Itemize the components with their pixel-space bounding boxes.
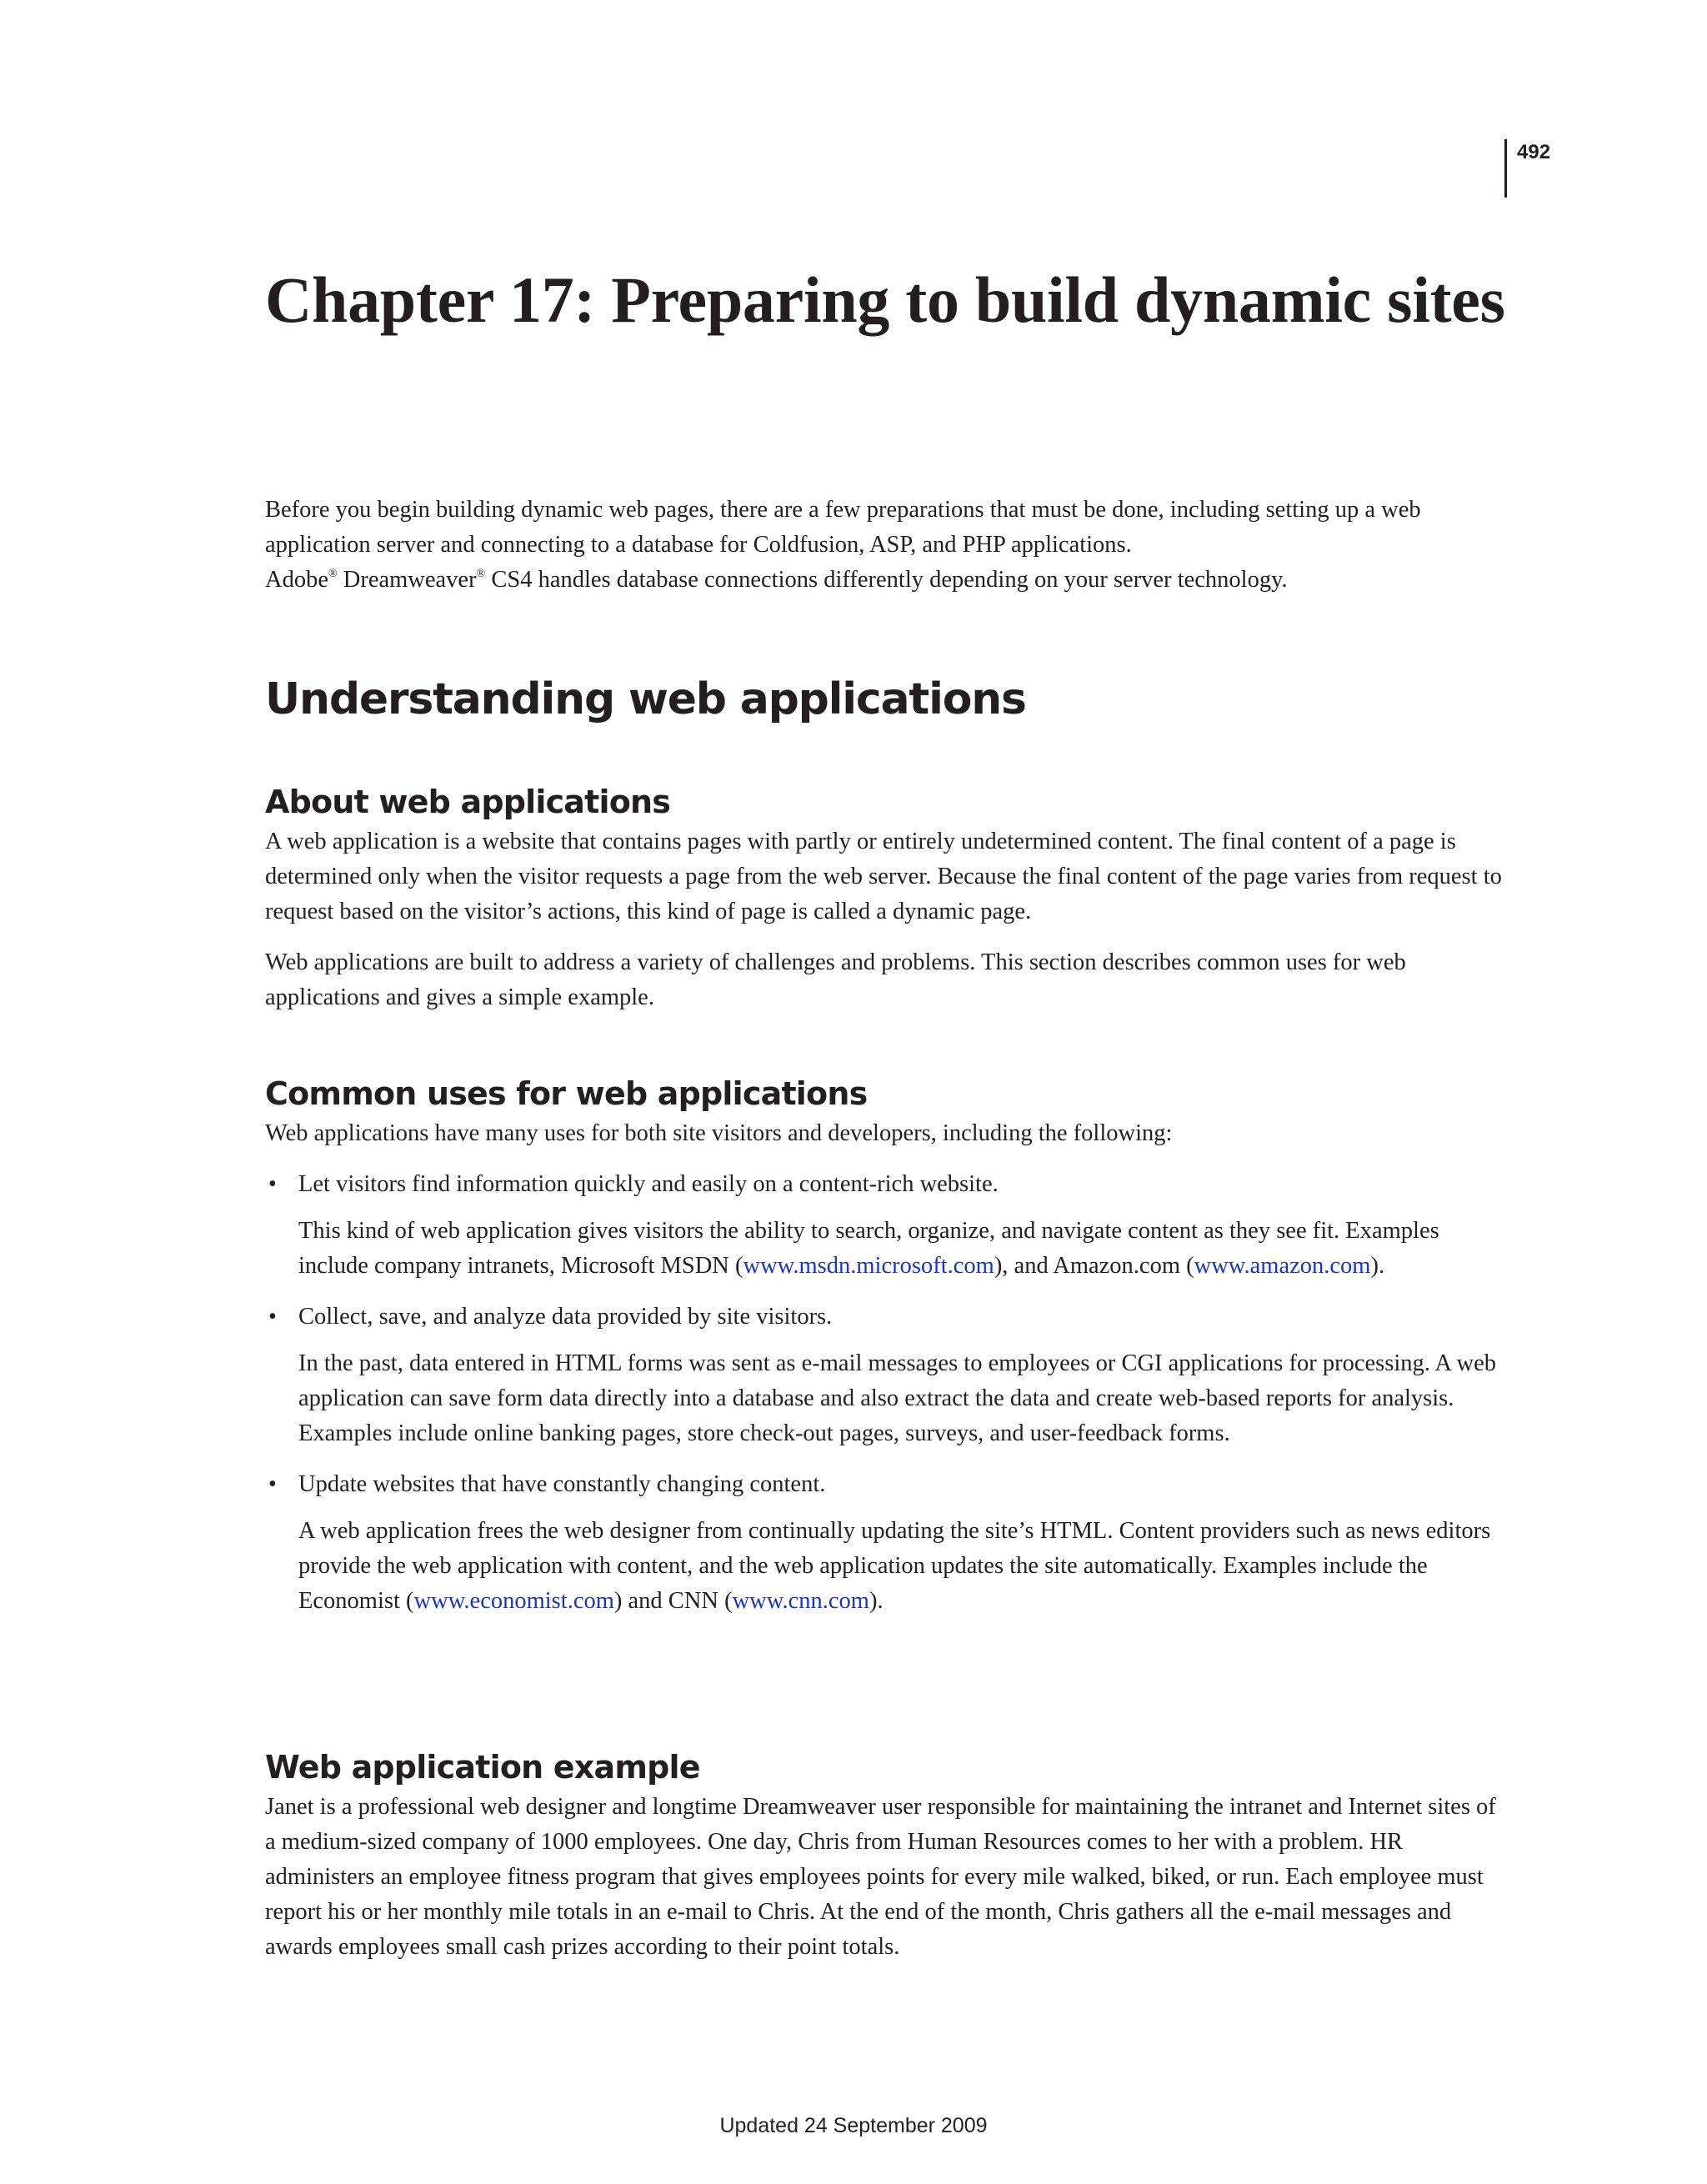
example-heading: Web application example: [265, 1749, 700, 1786]
registered-mark: ®: [476, 568, 486, 580]
list-item-body: In the past, data entered in HTML forms was sent as e-mail messages to employees or CGI applications for processing. A web application can save form data directly into a database and also extract the data and create web-based reports for analysis. Examples include online banking pages, store check-out pages, surveys, and user-feedback forms.: [298, 1350, 1497, 1446]
about-paragraph-1: A web application is a website that contains pages with partly or entirely undetermined content. The final content of a page is determined only when the visitor requests a page from the web server. Because the final content of the page varies from request to request based on the visitor’s actions, this kind of page is called a dynamic page.: [265, 829, 1502, 924]
list-item-text: ).: [869, 1588, 884, 1614]
list-item-text: This kind of web application gives visitors the ability to search, organize, and navigate content as they see fit. Examples include company intranets, Microsoft MSDN (: [298, 1218, 1439, 1279]
section-heading: Understanding web applications: [265, 674, 1026, 724]
intro-line-2: [265, 563, 1507, 598]
list-item-body: [298, 1214, 1507, 1284]
list-item-title: Let visitors find information quickly and easily on a content-rich website.: [298, 1171, 999, 1197]
list-item: [265, 1167, 1507, 1284]
list-item-body: [298, 1514, 1507, 1619]
intro-line-1: Before you begin building dynamic web pages, there are a few preparations that must be done, including setting up a web application server and connecting to a database for Coldfusion, ASP, and PHP applications.: [265, 497, 1421, 558]
cnn-link[interactable]: www.cnn.com: [732, 1588, 869, 1614]
list-item-text: ) and CNN (: [613, 1588, 733, 1614]
intro-paragraph: [265, 493, 1507, 598]
common-uses-heading: Common uses for web applications: [265, 1075, 868, 1112]
chapter-title: Chapter 17: Preparing to build dynamic sites: [265, 263, 1505, 336]
bullet-icon: •: [268, 1171, 277, 1197]
msdn-link[interactable]: www.msdn.microsoft.com: [743, 1253, 994, 1279]
bullet-icon: •: [268, 1471, 277, 1497]
list-item-title: Update websites that have constantly changing content.: [298, 1471, 826, 1497]
intro-adobe: Adobe: [265, 567, 328, 593]
page-number-rule: [1504, 139, 1507, 198]
list-item-text: ).: [1370, 1253, 1385, 1279]
common-uses-list: [265, 1167, 1507, 1619]
web-application-example-section: [265, 1746, 1507, 1965]
amazon-link[interactable]: www.amazon.com: [1194, 1253, 1371, 1279]
footer-updated-date: Updated 24 September 2009: [719, 2114, 988, 2137]
registered-mark: ®: [328, 568, 338, 580]
list-item: [265, 1467, 1507, 1619]
about-web-applications-section: [265, 781, 1507, 1015]
list-item-text: A web application frees the web designer from continually updating the site’s HTML. Content providers such as news editors provide the web application with content, and the web application updates the site automatically. Examples include the Economist (: [298, 1518, 1491, 1614]
list-item: [265, 1300, 1507, 1451]
about-paragraph-2: Web applications are built to address a variety of challenges and problems. This section describes common uses for web applications and gives a simple example.: [265, 949, 1406, 1010]
economist-link[interactable]: www.economist.com: [413, 1588, 614, 1614]
about-heading: About web applications: [265, 784, 671, 820]
common-uses-intro: Web applications have many uses for both site visitors and developers, including the following:: [265, 1120, 1173, 1146]
bullet-icon: •: [268, 1304, 277, 1330]
page-number: 492: [1517, 141, 1551, 163]
example-paragraph: Janet is a professional web designer and longtime Dreamweaver user responsible for maintaining the intranet and Internet sites of a medium-sized company of 1000 employees. One day, Chris from Human Resources comes to her with a problem. HR administers an employee fitness program that gives employees points for every mile walked, biked, or run. Each employee must report his or her monthly mile totals in an e-mail to Chris. At the end of the month, Chris gathers all the e-mail messages and awards employees small cash prizes according to their point totals.: [265, 1794, 1496, 1960]
list-item-text: ), and Amazon.com (: [994, 1253, 1194, 1279]
intro-dreamweaver: Dreamweaver: [337, 567, 477, 593]
common-uses-section: [265, 1073, 1507, 1619]
intro-cs4-text: CS4 handles database connections differently depending on your server technology.: [485, 567, 1288, 593]
list-item-title: Collect, save, and analyze data provided by site visitors.: [298, 1304, 833, 1330]
